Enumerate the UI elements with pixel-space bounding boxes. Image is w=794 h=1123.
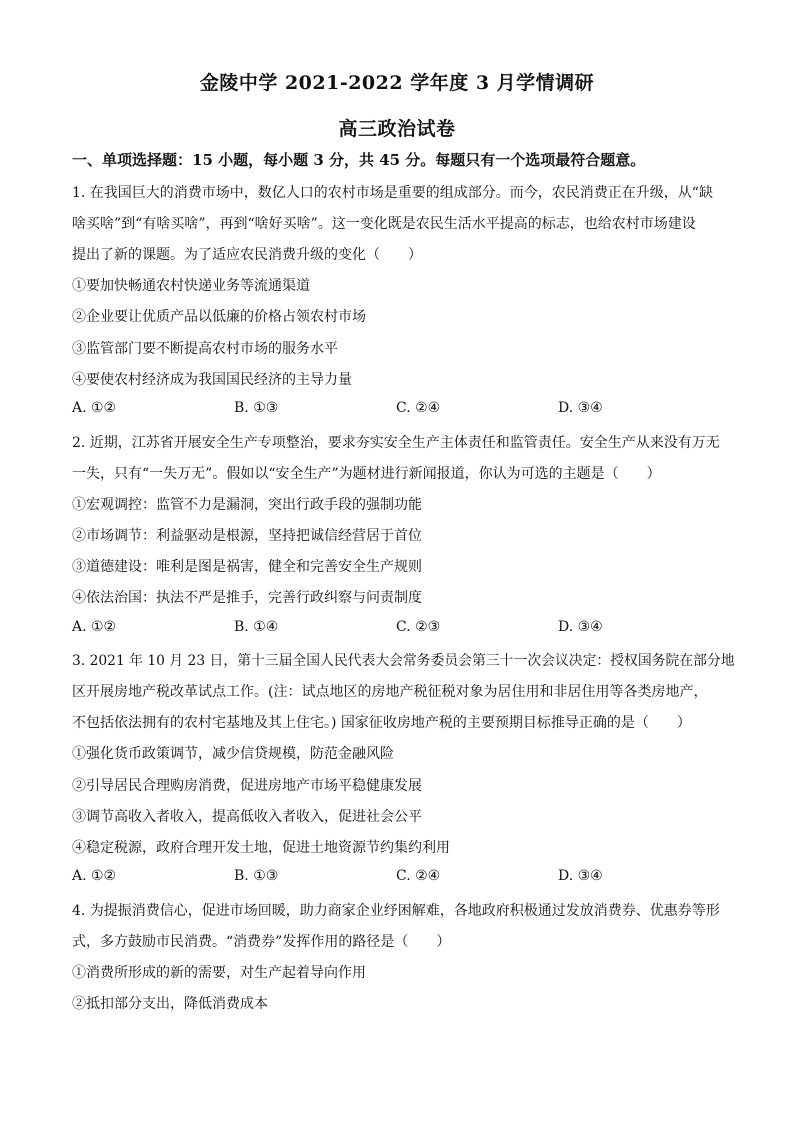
question-2-statement: ②市场调节：利益驱动是根源，坚持把诚信经营居于首位: [72, 528, 422, 544]
option-d[interactable]: D. ③④: [558, 400, 603, 416]
question-1-stem-line: 啥买啥”到“有啥买啥”，再到“啥好买啥”。这一变化既是农民生活水平提高的标志，也给农村市场建设: [72, 216, 696, 232]
section-heading: 一、单项选择题：15 小题，每小题 3 分，共 45 分。每题只有一个选项最符合题意。: [72, 151, 646, 169]
option-b[interactable]: B. ①④: [234, 619, 279, 635]
question-3-statement: ①强化货币政策调节，减少信贷规模，防范金融风险: [72, 746, 394, 762]
option-c[interactable]: C. ②④: [396, 400, 441, 416]
question-4-statement: ①消费所形成的新的需要，对生产起着导向作用: [72, 965, 366, 981]
question-2-stem-line: 2. 近期，江苏省开展安全生产专项整治，要求夯实安全生产主体责任和监管责任。安全生产从来没有万无: [72, 435, 720, 451]
question-2-stem-line: 一失，只有“一失万无”。假如以“安全生产”为题材进行新闻报道，你认为可选的主题是（ ）: [72, 466, 661, 482]
question-3-stem-line: 3. 2021 年 10 月 23 日，第十三届全国人民代表大会常务委员会第三十一次会议决定：授权国务院在部分地: [72, 653, 735, 669]
question-2-statement: ④依法治国：执法不严是推手，完善行政纠察与问责制度: [72, 590, 422, 606]
question-2-statement: ①宏观调控：监管不力是漏洞，突出行政手段的强制功能: [72, 497, 422, 513]
option-a[interactable]: A. ①②: [72, 400, 117, 416]
question-1-statement: ①要加快畅通农村快递业务等流通渠道: [72, 278, 310, 294]
exam-subtitle: 高三政治试卷: [338, 118, 456, 140]
question-1-stem-line: 提出了新的课题。为了适应农民消费升级的变化（ ）: [72, 247, 422, 263]
exam-title: 金陵中学 2021-2022 学年度 3 月学情调研: [199, 72, 595, 94]
question-3-options: [72, 868, 722, 888]
question-3-stem-line: 区开展房地产税改革试点工作。(注：试点地区的房地产税征税对象为居住用和非居住用等各类房地产，: [72, 684, 708, 700]
option-d[interactable]: D. ③④: [558, 619, 603, 635]
option-c[interactable]: C. ②④: [396, 868, 441, 884]
question-1-statement: ④要使农村经济成为我国国民经济的主导力量: [72, 372, 352, 388]
question-1-statement: ②企业要让优质产品以低廉的价格占领农村市场: [72, 309, 366, 325]
question-1-statement: ③监管部门要不断提高农村市场的服务水平: [72, 341, 338, 357]
option-c[interactable]: C. ②③: [396, 619, 441, 635]
option-a[interactable]: A. ①②: [72, 619, 117, 635]
question-3-stem-line: 不包括依法拥有的农村宅基地及其上住宅。) 国家征收房地产税的主要预期目标推导正确的是（ ）: [72, 715, 691, 731]
question-2-statement: ③道德建设：唯利是图是祸害，健全和完善安全生产规则: [72, 559, 422, 575]
option-b[interactable]: B. ①③: [234, 400, 279, 416]
question-4-stem-line: 4. 为提振消费信心，促进市场回暖，助力商家企业纾困解难，各地政府积极通过发放消费券、优惠券等形: [72, 903, 720, 919]
option-a[interactable]: A. ①②: [72, 868, 117, 884]
option-b[interactable]: B. ①③: [234, 868, 279, 884]
question-3-statement: ③调节高收入者收入，提高低收入者收入，促进社会公平: [72, 809, 422, 825]
question-4-stem-line: 式，多方鼓励市民消费。“消费券”发挥作用的路径是（ ）: [72, 934, 451, 950]
question-1-stem-line: 1. 在我国巨大的消费市场中，数亿人口的农村市场是重要的组成部分。而今，农民消费正在升级，从“缺: [72, 185, 713, 201]
question-3-statement: ④稳定税源，政府合理开发土地，促进土地资源节约集约利用: [72, 840, 450, 856]
question-4-statement: ②抵扣部分支出，降低消费成本: [72, 996, 268, 1012]
question-2-options: [72, 619, 722, 639]
question-3-statement: ②引导居民合理购房消费，促进房地产市场平稳健康发展: [72, 778, 422, 794]
option-d[interactable]: D. ③④: [558, 868, 603, 884]
question-1-options: [72, 400, 722, 420]
